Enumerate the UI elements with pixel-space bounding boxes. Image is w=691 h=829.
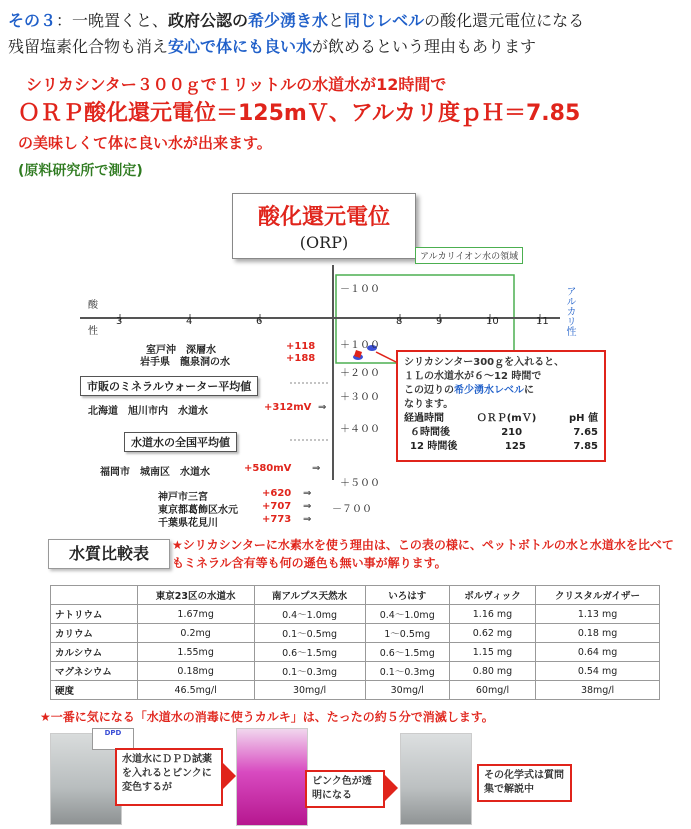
table-row: ナトリウム 1.67mg 0.4～1.0mg 0.4～1.0mg 1.16 mg 1.13 mg [51,605,660,624]
item-label: 東京都葛飾区水元 [158,505,238,516]
item-value: +620 [262,488,292,499]
item-label: 北海道 旭川市内 水道水 [88,406,208,417]
ph-tick-label: 6 [256,316,263,327]
item-label: 室戸沖 深層水 [146,345,216,356]
headline-line-3: の美味しくて体に良い水が出来ます。 [18,134,272,152]
callout-formula: その化学式は質問集で解説中 [477,764,572,802]
orp-tick-label: ＋５００ [340,478,380,489]
item-value: +707 [262,501,292,512]
alkali-axis-label: アルカリ性 [564,286,575,336]
callout-table-row: 12 時間後 125 7.85 [410,441,598,452]
arrow-icon: ⇒ [303,501,312,512]
callout-table-header: 経過時間 ＯＲＰ(mＶ) pH 値 [404,413,598,424]
orp-tick-label: ＋３００ [340,392,380,403]
arrow-icon: ⇒ [303,514,312,525]
arrow-icon: ⇒ [312,463,321,474]
table-row: マグネシウム 0.18mg 0.1～0.3mg 0.1～0.3mg 0.80 mg 0.54 mg [51,662,660,681]
arrow-icon: ⇒ [318,402,327,413]
table-header-row: 東京23区の水道水 南アルプス天然水 いろはす ボルヴィック クリスタルガイザー [51,586,660,605]
ph-tick-label: 11 [536,316,549,327]
avg-tap-water-box: 水道水の全国平均値 [124,432,237,452]
ph-tick-label: 10 [486,316,499,327]
headline-line-2: ＯＲＰ酸化還元電位＝125mＶ、アルカリ度ｐＨ＝7.85 [18,101,581,126]
orp-tick-label: ＋２００ [340,368,380,379]
table-row: カルシウム 1.55mg 0.6～1.5mg 0.6～1.5mg 1.15 mg 0.64 mg [51,643,660,662]
dpd-packet: DPD [92,728,134,750]
orp-tick-label: －７００ [332,504,372,515]
arrow-icon: ⇒ [303,488,312,499]
callout-dpd: 水道水にＤＰＤ試薬を入れるとピンクに変色するが [115,748,223,806]
item-label: 神戸市三宮 [158,492,208,503]
headline-line-4: (原料研究所で測定) [18,163,143,179]
ph-tick-label: 4 [186,316,193,327]
callout-table-row: ６時間後 210 7.65 [410,427,598,438]
diagram-subtitle: (ORP) [299,233,349,252]
arrow-right-icon [384,774,398,802]
item-value: +580mV [244,463,292,474]
ph-tick-label: 3 [116,316,123,327]
intro-line-1: その３：一晩置くと、政府公認の希少湧き水と同じレベルの酸化還元電位になる [8,11,585,30]
item-value: +312mV [264,402,312,413]
bottom-note: ★一番に気になる「水道水の消毒に使うカルキ」は、たったの約５分で消滅します。 [40,710,494,724]
acid-label: 酸 [88,300,98,311]
item-value: +118 [286,341,316,352]
sex-label: 性 [88,326,98,337]
intro-label: その３ [8,11,57,30]
item-label: 千葉県花見川 [158,518,218,529]
silica-callout: シリカシンター300ｇを入れると、 １Ｌの水道水が６～12 時間で この辺りの希少湧水レベルに なります。 経過時間 ＯＲＰ(mＶ) pH 値 ６時間後 210 7.65 12 時間後 125 7.85 [396,350,606,462]
headline-line-1: シリカシンター３００ｇで１リットルの水道水が12時間で [26,75,447,94]
callout-pink: ピンク色が透明になる [305,770,385,808]
water-quality-title: 水質比較表 [48,539,170,569]
item-label: 岩手県 龍泉洞の水 [140,357,230,368]
ph-tick-label: 8 [396,316,403,327]
table-row: カリウム 0.2mg 0.1～0.5mg 1～0.5mg 0.62 mg 0.18 mg [51,624,660,643]
diagram-title: 酸化還元電位 [257,204,390,230]
clear-glass-photo-2 [400,733,472,825]
alkali-region-label: アルカリイオン水の領域 [415,247,523,264]
orp-tick-label: ＋１００ [340,340,380,351]
intro-line-2: 残留塩素化合物も消え安心で体にも良い水が飲めるという理由もあります [8,37,537,56]
item-value: +773 [262,514,292,525]
water-quality-note: ★シリカシンターに水素水を使う理由は、この表の様に、ペットボトルの水と水道水を比べてもミネラル含有等も何の遜色も無い事が解ります。 [172,538,674,570]
orp-tick-label: －１００ [340,284,380,295]
item-value: +188 [286,353,316,364]
orp-tick-label: ＋４００ [340,424,380,435]
water-quality-table [50,585,660,700]
arrow-right-icon [222,762,236,790]
item-label: 福岡市 城南区 水道水 [100,467,210,478]
table-row: 硬度 46.5mg/l 30mg/l 30mg/l 60mg/l 38mg/l [51,681,660,700]
pink-glass-photo [236,728,308,826]
ph-tick-label: 9 [436,316,443,327]
avg-mineral-water-box: 市販のミネラルウォーター平均値 [80,376,258,396]
